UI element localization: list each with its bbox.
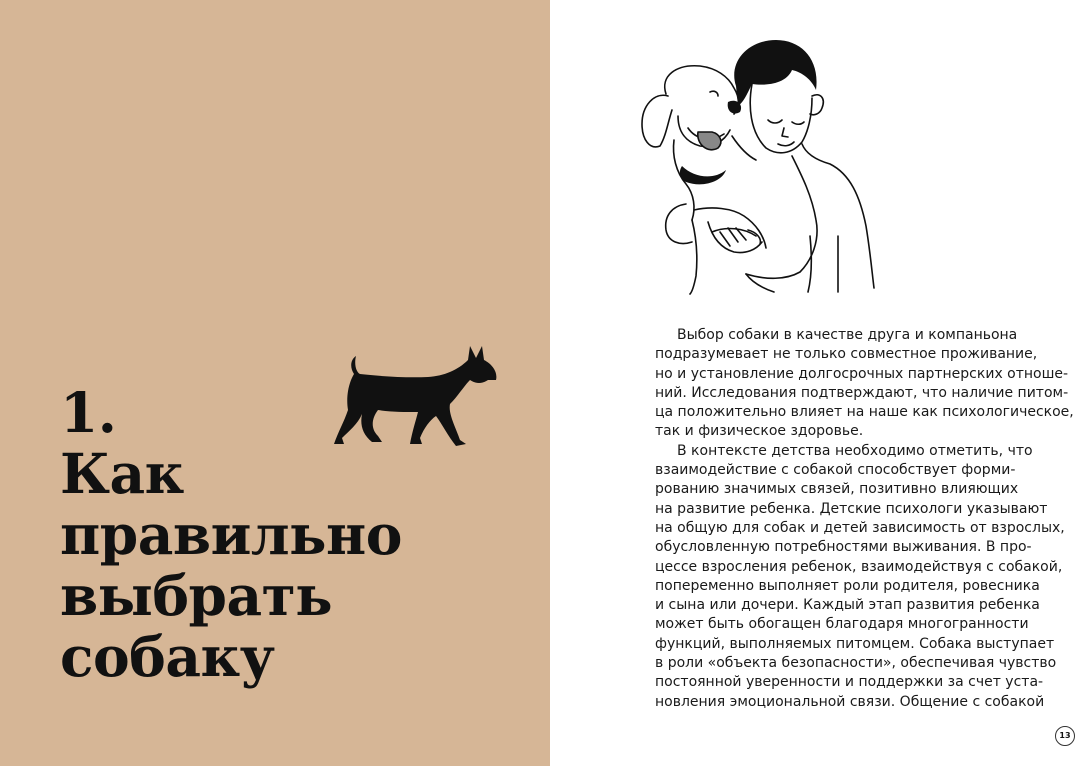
text-line: подразумевает не только совместное проживание, bbox=[655, 346, 1038, 363]
chapter-title-line: правильно bbox=[60, 502, 402, 567]
text-line: на развитие ребенка. Детские психологи указывают bbox=[655, 500, 1048, 517]
text-line: и сына или дочери. Каждый этап развития ребенка bbox=[655, 597, 1040, 614]
text-line: постоянной уверенности и поддержки за счет уста- bbox=[655, 674, 1044, 691]
chapter-title bbox=[60, 382, 402, 687]
text-line: В контексте детства необходимо отметить, что bbox=[677, 442, 1033, 459]
body-text bbox=[655, 326, 1074, 712]
chapter-number: 1. bbox=[60, 380, 117, 445]
text-line: функций, выполняемых питомцем. Собака выступает bbox=[655, 635, 1055, 652]
chapter-title-line: выбрать bbox=[60, 563, 333, 628]
text-line: новления эмоциональной связи. Общение с собакой bbox=[655, 693, 1045, 710]
text-line: попеременно выполняет роли родителя, ровесника bbox=[655, 577, 1040, 594]
boy-hugging-dog-illustration bbox=[616, 36, 886, 296]
page-number: 13 bbox=[1055, 726, 1075, 746]
text-line: цессе взросления ребенок, взаимодействуя с собакой, bbox=[655, 558, 1063, 575]
text-line: может быть обогащен благодаря многогранности bbox=[655, 616, 1029, 633]
text-line: ний. Исследования подтверждают, что наличие питом- bbox=[655, 384, 1069, 401]
text-line: рованию значимых связей, позитивно влияющих bbox=[655, 481, 1019, 498]
text-line: на общую для собак и детей зависимость от взрослых, bbox=[655, 519, 1065, 536]
text-line: ца положительно влияет на наше как психологическое, bbox=[655, 404, 1074, 421]
text-line: Выбор собаки в качестве друга и компаньона bbox=[677, 327, 1018, 343]
text-line: но и установление долгосрочных партнерских отноше- bbox=[655, 365, 1069, 382]
chapter-title-line: Как bbox=[60, 441, 184, 506]
text-line: обусловленную потребностями выживания. В про- bbox=[655, 539, 1032, 556]
text-line: взаимодействие с собакой способствует форми- bbox=[655, 462, 1016, 479]
text-line: в роли «объекта безопасности», обеспечивая чувство bbox=[655, 655, 1057, 672]
right-page bbox=[550, 0, 1079, 766]
text-line: так и физическое здоровье. bbox=[655, 423, 864, 440]
chapter-title-line: собаку bbox=[60, 624, 275, 689]
